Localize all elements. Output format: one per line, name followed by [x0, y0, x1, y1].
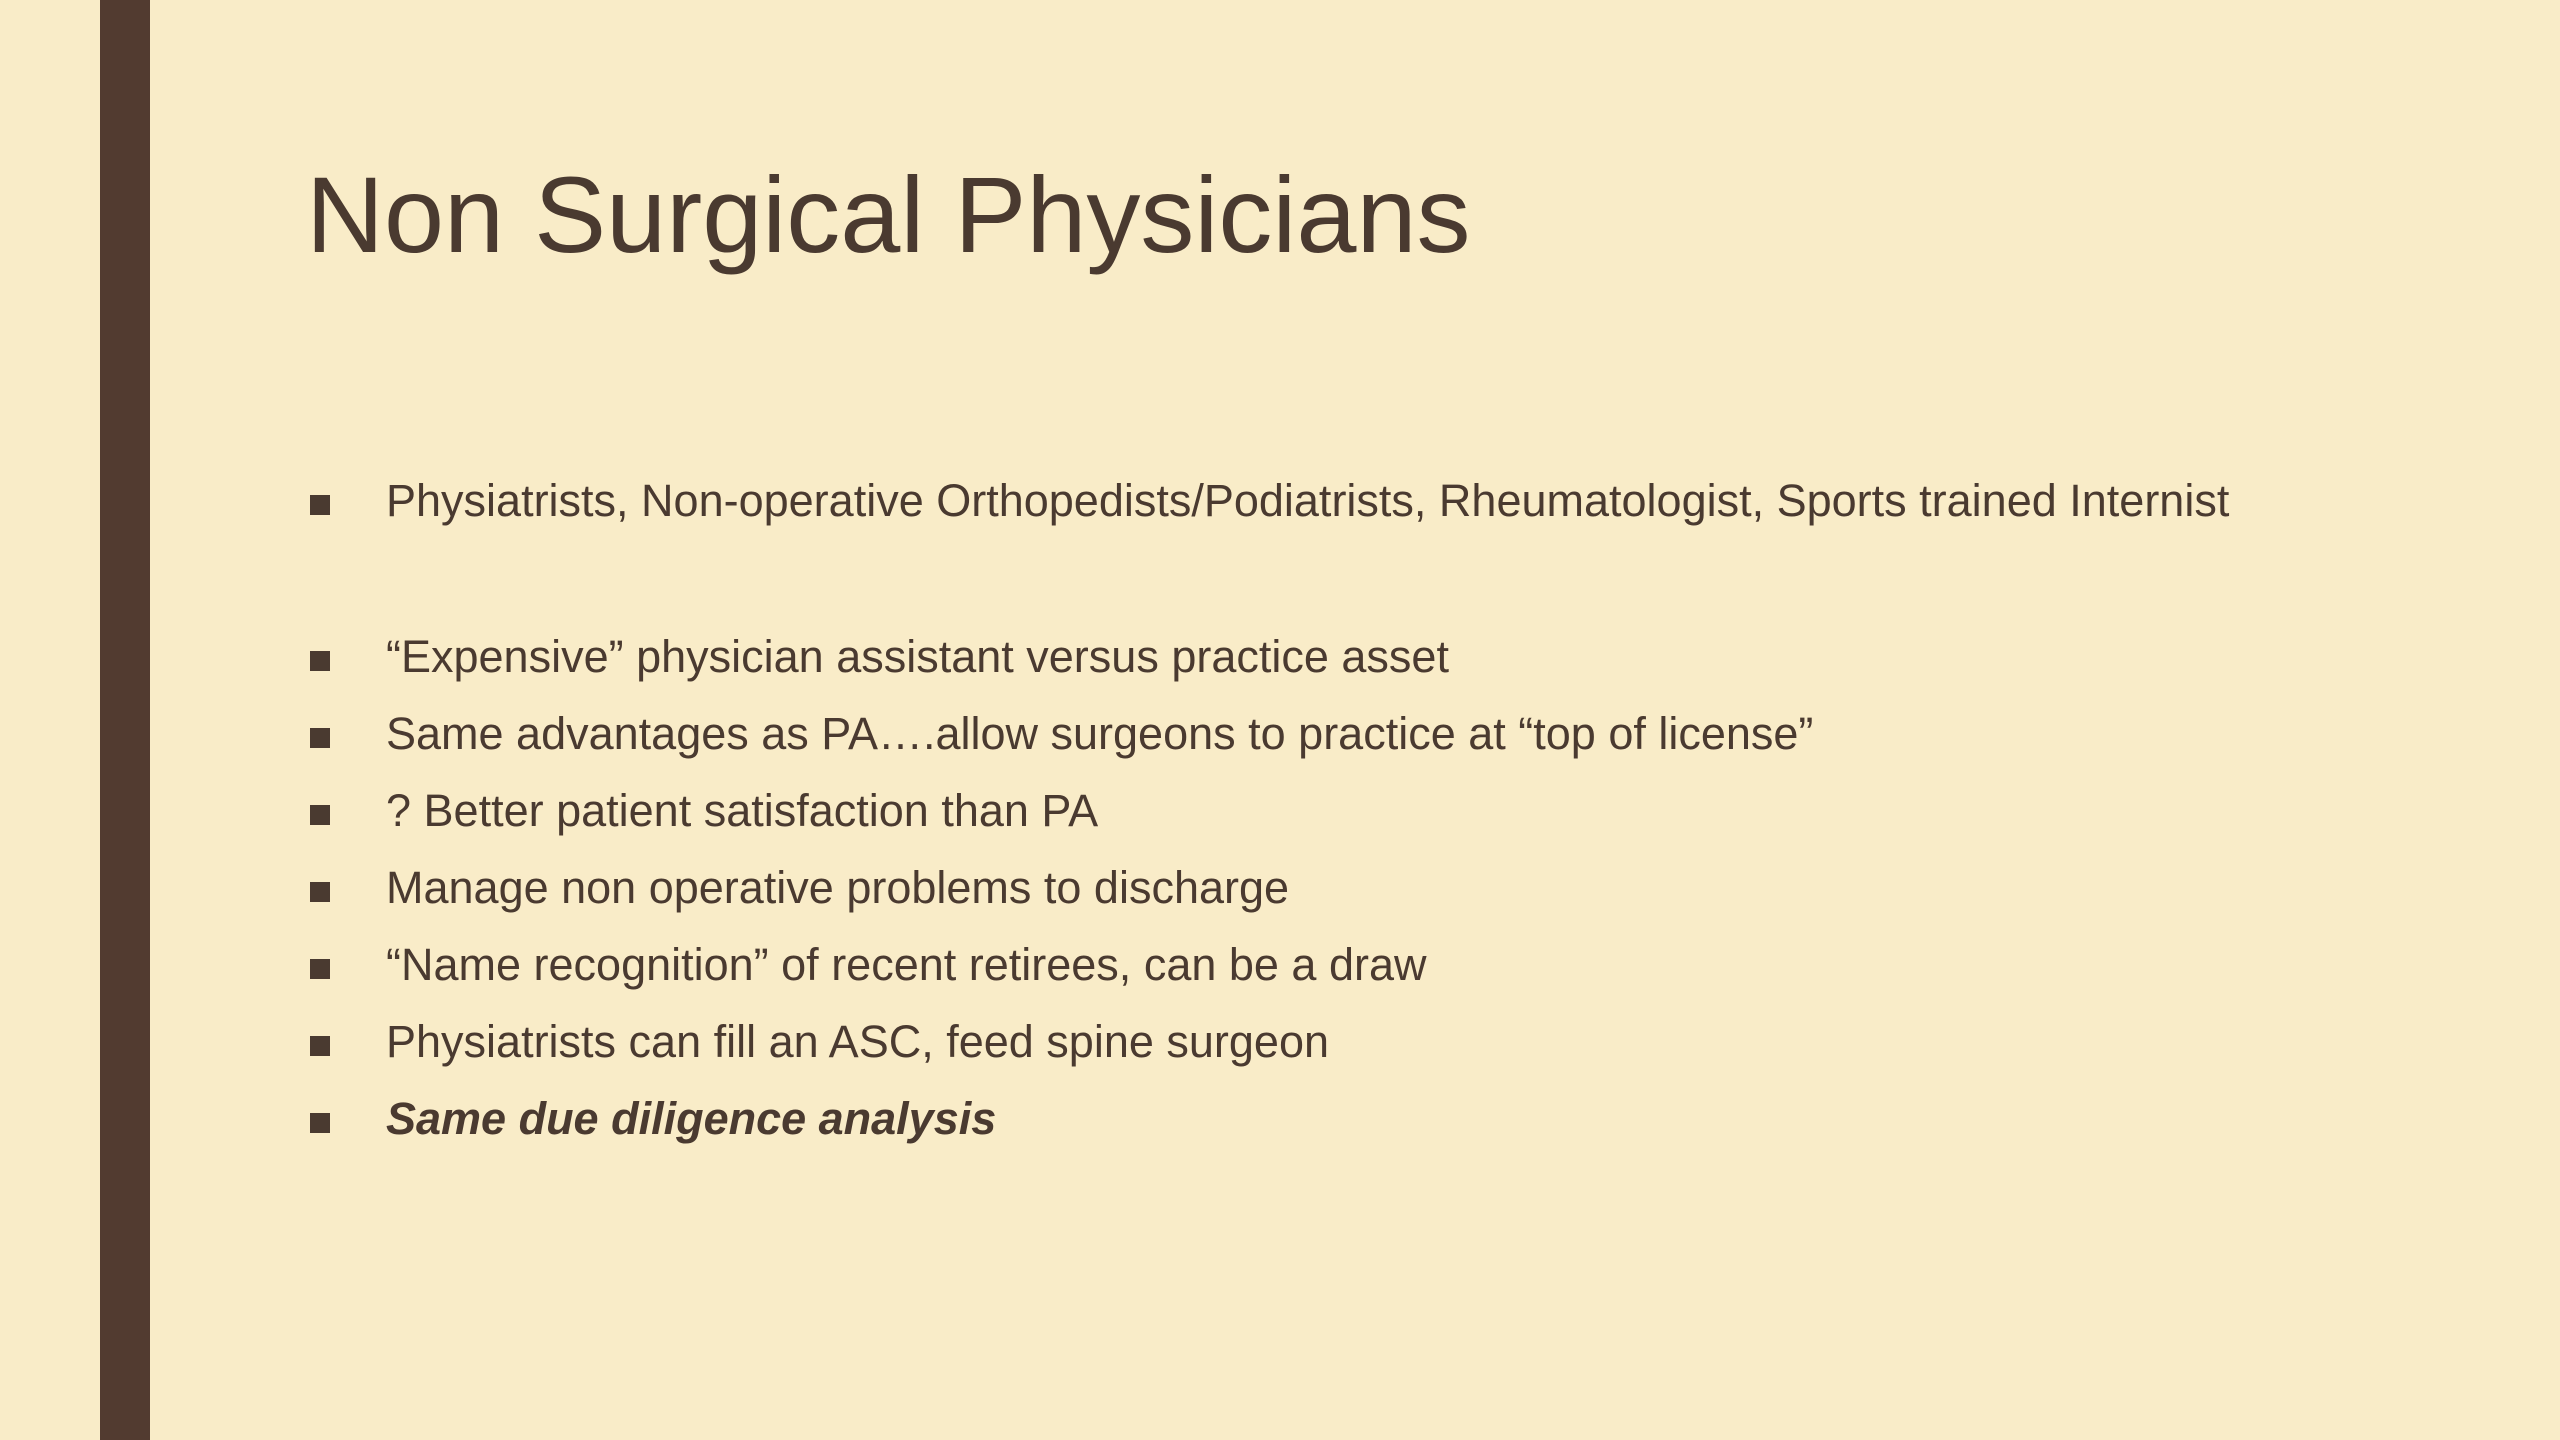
bullet-item — [306, 862, 2266, 913]
bullet-item-emphasized — [306, 1093, 2266, 1144]
bullet-item — [306, 708, 2266, 759]
bullet-text: Physiatrists, Non-operative Orthopedists/Podiatrists, Rheumatologist, Sports trained Internist — [386, 475, 2230, 526]
square-bullet-icon — [310, 882, 330, 902]
bullet-text: Physiatrists can fill an ASC, feed spine surgeon — [386, 1016, 1330, 1067]
square-bullet-icon — [310, 805, 330, 825]
accent-bar — [100, 0, 150, 1440]
bullet-item — [306, 631, 2266, 682]
square-bullet-icon — [310, 495, 330, 515]
bullet-text: “Expensive” physician assistant versus practice asset — [386, 631, 1449, 682]
slide-title: Non Surgical Physicians — [306, 154, 1471, 275]
bullet-item — [306, 1016, 2266, 1067]
bullet-text: “Name recognition” of recent retirees, can be a draw — [386, 939, 1427, 990]
square-bullet-icon — [310, 1113, 330, 1133]
square-bullet-icon — [310, 1036, 330, 1056]
square-bullet-icon — [310, 651, 330, 671]
bullet-text: Manage non operative problems to discharge — [386, 862, 1290, 913]
bullet-text: Same advantages as PA….allow surgeons to practice at “top of license” — [386, 708, 1814, 759]
square-bullet-icon — [310, 728, 330, 748]
bullet-list — [306, 475, 2266, 1173]
bullet-item — [306, 785, 2266, 836]
square-bullet-icon — [310, 959, 330, 979]
bullet-text: ? Better patient satisfaction than PA — [386, 785, 1099, 836]
bullet-text: Same due diligence analysis — [386, 1093, 997, 1144]
bullet-item — [306, 475, 2266, 526]
bullet-item — [306, 939, 2266, 990]
